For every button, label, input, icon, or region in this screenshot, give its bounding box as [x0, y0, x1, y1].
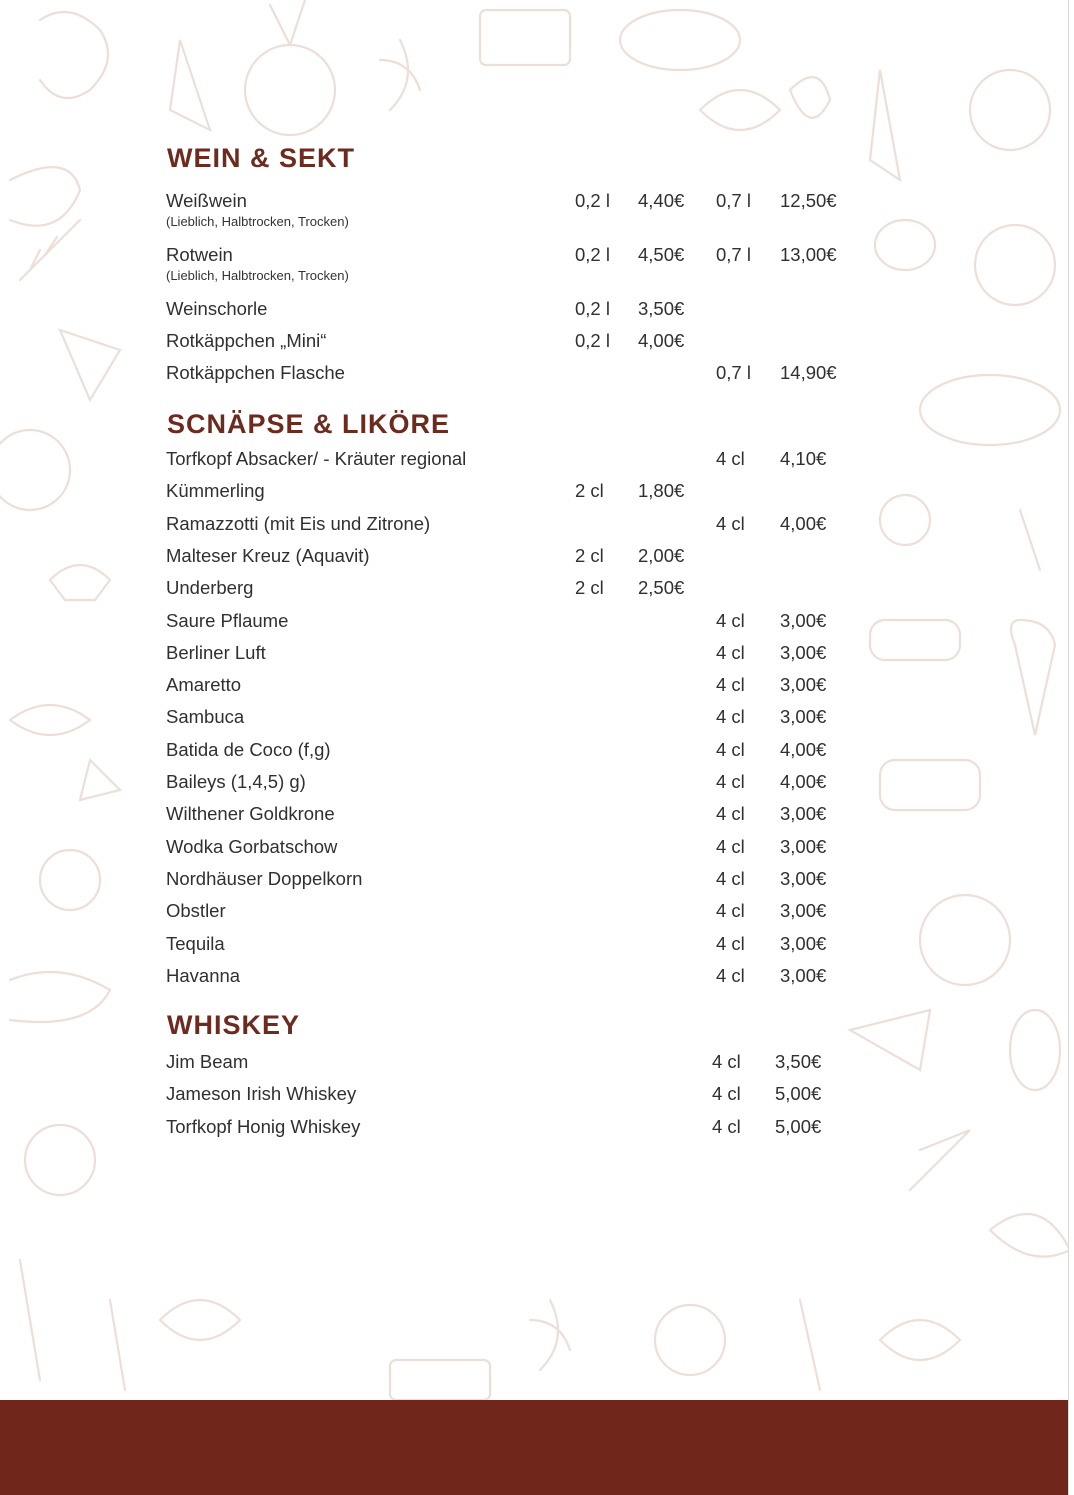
item-volume: 0,7 l — [716, 244, 751, 265]
radish-icon — [970, 70, 1050, 150]
menu-item-row — [0, 545, 1068, 575]
shrimp-icon — [40, 12, 108, 98]
item-price: 3,50€ — [775, 1051, 822, 1072]
menu-item-row — [0, 965, 1068, 995]
cake-icon — [480, 10, 570, 65]
menu-item-row — [0, 739, 1068, 769]
item-name: Rotwein — [166, 244, 233, 265]
menu-item-row — [0, 448, 1068, 478]
item-volume: 2 cl — [575, 544, 604, 566]
item-name: Nordhäuser Doppelkorn — [166, 867, 363, 889]
menu-item-row — [0, 803, 1068, 833]
item-name: Batida de Coco (f,g) — [166, 738, 331, 760]
item-name: Rotkäppchen Flasche — [166, 362, 345, 383]
menu-item-row — [0, 1051, 1068, 1081]
item-price: 5,00€ — [775, 1115, 822, 1137]
herb-bottom-icon — [530, 1300, 570, 1370]
item-name: Weißwein — [166, 190, 247, 211]
carrot-left-icon-2 — [20, 1260, 40, 1380]
item-price: 3,00€ — [780, 932, 827, 954]
item-name: Ramazzotti (mit Eis und Zitrone) — [166, 512, 431, 534]
item-name: Obstler — [166, 900, 226, 922]
item-volume: 0,2 l — [575, 244, 610, 265]
menu-item-row — [0, 868, 1068, 898]
item-name: Wilthener Goldkrone — [166, 803, 335, 825]
menu-item-row — [0, 706, 1068, 736]
shrimp-icon-2 — [700, 90, 780, 130]
item-price: 3,00€ — [780, 900, 827, 922]
item-name: Jim Beam — [166, 1051, 249, 1072]
item-volume: 4 cl — [716, 706, 745, 728]
item-name: Amaretto — [166, 674, 242, 696]
item-price: 3,00€ — [780, 706, 827, 728]
item-name: Malteser Kreuz (Aquavit) — [166, 544, 370, 566]
item-volume: 4 cl — [716, 512, 745, 534]
hotdog-icon — [620, 10, 740, 70]
menu-item-row — [0, 610, 1068, 640]
menu-item-row — [0, 480, 1068, 510]
carrot-icon-2 — [870, 70, 900, 180]
item-volume: 0,7 l — [716, 362, 751, 383]
item-price: 3,50€ — [638, 298, 685, 319]
item-volume: 4 cl — [716, 835, 745, 857]
item-price: 3,00€ — [780, 674, 827, 696]
carrot-bottom-icon — [110, 1300, 125, 1390]
item-price: 4,00€ — [780, 512, 827, 534]
item-note: (Lieblich, Halbtrocken, Trocken) — [166, 268, 349, 283]
item-price: 3,00€ — [780, 609, 827, 631]
item-price: 4,00€ — [780, 771, 827, 792]
item-volume: 4 cl — [716, 803, 745, 825]
item-price: 3,00€ — [780, 867, 827, 889]
item-volume: 4 cl — [716, 609, 745, 631]
item-name: Kümmerling — [166, 480, 265, 502]
item-price: 4,50€ — [638, 244, 685, 265]
item-name: Underberg — [166, 577, 254, 599]
item-name: Wodka Gorbatschow — [166, 835, 338, 857]
menu-item-row — [0, 836, 1068, 866]
item-name: Saure Pflaume — [166, 609, 289, 631]
item-volume: 4 cl — [716, 932, 745, 954]
menu-item-row — [0, 642, 1068, 672]
item-price: 13,00€ — [780, 244, 837, 265]
item-price: 12,50€ — [780, 190, 837, 211]
item-name: Berliner Luft — [166, 641, 266, 663]
item-price: 3,00€ — [780, 641, 827, 663]
item-name: Baileys (1,4,5) g) — [166, 771, 306, 792]
item-price: 14,90€ — [780, 362, 837, 383]
section-title-whiskey: WHISKEY — [167, 1010, 301, 1040]
section-title-schnaepse: SCNÄPSE & LIKÖRE — [167, 409, 451, 439]
item-name: Weinschorle — [166, 298, 268, 319]
item-price: 2,50€ — [638, 577, 685, 599]
menu-item-row — [0, 933, 1068, 963]
item-volume: 4 cl — [716, 867, 745, 889]
item-volume: 4 cl — [716, 900, 745, 922]
beet-icon — [245, 45, 335, 135]
menu-item-row — [0, 244, 1068, 283]
section-title-wein: WEIN & SEKT — [167, 143, 356, 173]
item-note: (Lieblich, Halbtrocken, Trocken) — [166, 214, 349, 229]
menu-item-row — [0, 577, 1068, 607]
item-price: 4,10€ — [780, 448, 827, 469]
menu-item-row — [0, 900, 1068, 930]
item-volume: 4 cl — [716, 964, 745, 986]
item-price: 4,00€ — [638, 330, 685, 351]
item-name: Sambuca — [166, 706, 245, 728]
item-name: Tequila — [166, 932, 225, 954]
item-volume: 0,2 l — [575, 190, 610, 211]
item-volume: 4 cl — [716, 738, 745, 760]
item-name: Torfkopf Absacker/ - Kräuter regional — [166, 448, 467, 469]
item-volume: 4 cl — [716, 448, 745, 469]
item-price: 5,00€ — [775, 1083, 822, 1105]
menu-item-row — [0, 298, 1068, 328]
item-volume: 2 cl — [575, 480, 604, 502]
item-volume: 4 cl — [712, 1051, 741, 1072]
shrimp-bottom-icon — [160, 1300, 240, 1340]
item-volume: 4 cl — [716, 771, 745, 792]
item-volume: 4 cl — [712, 1083, 741, 1105]
menu-item-row — [0, 190, 1068, 229]
item-volume: 0,7 l — [716, 190, 751, 211]
menu-item-row — [0, 1083, 1068, 1113]
item-volume: 4 cl — [716, 674, 745, 696]
item-volume: 0,2 l — [575, 330, 610, 351]
item-price: 1,80€ — [638, 480, 685, 502]
item-price: 3,00€ — [780, 964, 827, 986]
shrimp-bottom-icon-2 — [880, 1320, 960, 1360]
herb-icon — [380, 40, 420, 110]
carrot-bottom-icon-2 — [800, 1300, 820, 1390]
item-price: 4,00€ — [780, 738, 827, 760]
item-volume: 4 cl — [716, 641, 745, 663]
item-name: Havanna — [166, 964, 241, 986]
cake-bottom-icon — [390, 1360, 490, 1400]
item-name: Jameson Irish Whiskey — [166, 1083, 357, 1105]
footer-band — [0, 1400, 1068, 1495]
beet-bottom-icon — [655, 1305, 725, 1375]
item-price: 4,40€ — [638, 190, 685, 211]
item-price: 2,00€ — [638, 544, 685, 566]
menu-item-row — [0, 1116, 1068, 1146]
item-volume: 4 cl — [712, 1115, 741, 1137]
item-name: Rotkäppchen „Mini“ — [166, 330, 327, 351]
menu-item-row — [0, 674, 1068, 704]
item-price: 3,00€ — [780, 803, 827, 825]
menu-item-row — [0, 771, 1068, 801]
menu-item-row — [0, 513, 1068, 543]
item-price: 3,00€ — [780, 835, 827, 857]
peas-icon — [990, 1214, 1068, 1257]
menu-item-row — [0, 362, 1068, 392]
menu-item-row — [0, 330, 1068, 360]
carrot-icon — [170, 40, 210, 130]
item-volume: 2 cl — [575, 577, 604, 599]
item-volume: 0,2 l — [575, 298, 610, 319]
item-name: Torfkopf Honig Whiskey — [166, 1115, 361, 1137]
